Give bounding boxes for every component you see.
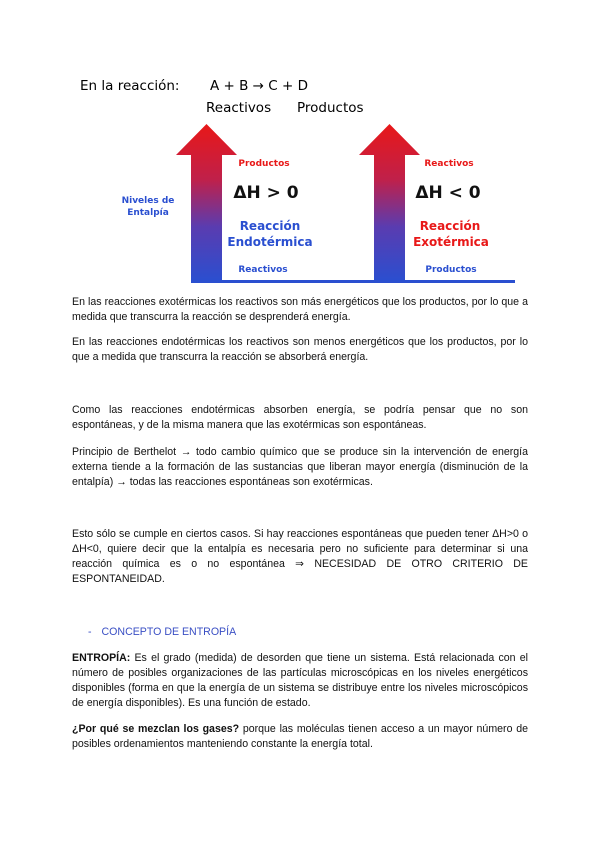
left-enthalpy-arrow (176, 124, 237, 282)
reactants-label: Reactivos (206, 100, 272, 116)
bullet-dash: - (88, 626, 92, 638)
left-top-label: Productos (238, 159, 290, 169)
paragraph-criterion: Esto sólo se cumple en ciertos casos. Si hay reacciones espontáneas que pueden tener ΔH>0 o ΔH<0, quiere decir que la entalpía es necesaria pero no suficiente para determinar si una reacción química es o no espontánea ⇒ NECESIDAD DE OTRO CRITERIO DE ESPONTANEIDAD. (72, 528, 528, 585)
paragraph-exothermic: En las reacciones exotérmicas los reactivos son más energéticos que los productos, por lo que a medida que transcurra la reacción se desprenderá energía. (72, 296, 528, 323)
gas-answer: porque las moléculas tienen acceso a un mayor número de posibles ordenamientos manteniendo constante la energía total. (72, 723, 528, 750)
entropy-definition (72, 651, 528, 711)
right-delta-h: ΔH < 0 (415, 183, 481, 203)
baseline (191, 280, 515, 283)
y-axis-label-2: Entalpía (127, 208, 169, 218)
left-reaction-name-1: Reacción (239, 219, 301, 233)
products-label: Productos (297, 100, 364, 116)
section-title: CONCEPTO DE ENTROPÍA (101, 626, 237, 638)
y-axis-label-1: Niveles de (121, 196, 175, 206)
right-bottom-label: Productos (425, 265, 477, 275)
paragraph-berthelot: Principio de Berthelot → todo cambio químico que se produce sin la intervención de energía externa tiende a la formación de las sustancias que liberan mayor energía (disminución de la entalpía) → todas las reacciones espontáneas son exotérmicas. (72, 446, 528, 488)
enthalpy-diagram (0, 118, 600, 293)
gas-question: ¿Por qué se mezclan los gases? (72, 723, 240, 735)
left-delta-h: ΔH > 0 (233, 183, 299, 203)
right-top-label: Reactivos (424, 159, 474, 169)
right-reaction-name-1: Reacción (419, 219, 481, 233)
reaction-prefix: En la reacción: (80, 78, 180, 94)
left-bottom-label: Reactivos (238, 265, 288, 275)
left-reaction-name-2: Endotérmica (227, 235, 313, 249)
gas-mixing-question (72, 722, 528, 752)
reaction-equation: A + B → C + D (210, 78, 309, 94)
paragraph-spontaneity: Como las reacciones endotérmicas absorben energía, se podría pensar que no son espontáneas, y de la misma manera que las exotérmicas son espontáneas. (72, 404, 528, 431)
right-reaction-name-2: Exotérmica (413, 235, 489, 249)
right-enthalpy-arrow (359, 124, 420, 282)
entropy-term: ENTROPÍA: (72, 652, 131, 664)
paragraph-endothermic: En las reacciones endotérmicas los reactivos son menos energéticos que los productos, por lo que a medida que transcurra la reacción se absorberá energía. (72, 336, 528, 363)
section-heading (88, 626, 246, 638)
entropy-text: Es el grado (medida) de desorden que tiene un sistema. Está relacionada con el número de posibles organizaciones de las partículas microscópicas en los niveles energéticos disponibles (forma en que la energía de un sistema se distribuye entre los niveles microscópicos de energía disponibles). Es una función de estado. (72, 652, 528, 709)
